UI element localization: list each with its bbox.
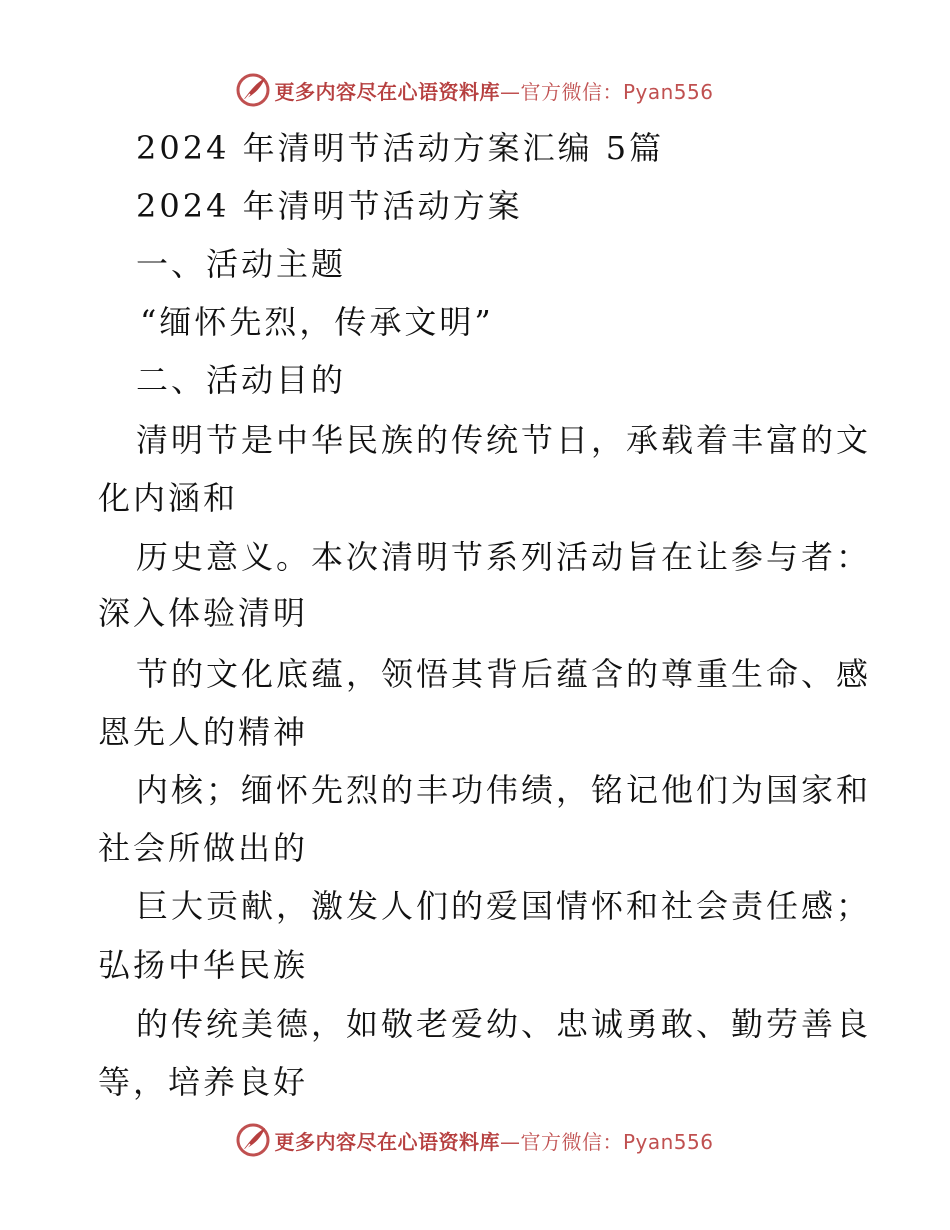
paragraph-line: 弘扬中华民族 [98,946,309,984]
watermark-contact: 官方微信：Pyan556 [520,79,714,104]
watermark-header [0,72,950,108]
watermark-footer [0,1122,950,1158]
paragraph-line: 恩先人的精神 [98,713,309,751]
watermark-main-text: 更多内容尽在心语资料库 [274,79,500,104]
paragraph-line: 社会所做出的 [98,829,309,867]
paragraph-line: 内核；缅怀先烈的丰功伟绩，铭记他们为国家和 [136,771,872,809]
paragraph-line: 深入体验清明 [98,594,309,632]
paragraph-line: 的传统美德，如敬老爱幼、忠诚勇敢、勤劳善良 [136,1005,872,1043]
watermark-main-text: 更多内容尽在心语资料库 [274,1129,500,1154]
paragraph-line: 化内涵和 [98,479,239,517]
theme-slogan: “缅怀先烈，传承文明” [140,303,494,341]
paragraph-line: 历史意义。本次清明节系列活动旨在让参与者： [136,538,872,576]
section-title: 2024 年清明节活动方案 [136,187,523,225]
document-title: 2024 年清明节活动方案汇编 5篇 [136,129,665,167]
heading-purpose: 二、活动目的 [136,361,347,399]
paragraph-line: 节的文化底蕴，领悟其背后蕴含的尊重生命、感 [136,655,872,693]
watermark-dash: — [499,1129,521,1154]
paragraph-line: 清明节是中华民族的传统节日，承载着丰富的文 [136,421,872,459]
paragraph-line: 等，培养良好 [98,1063,309,1101]
quill-logo-icon [236,1123,270,1157]
paragraph-line: 巨大贡献，激发人们的爱国情怀和社会责任感； [136,887,872,925]
watermark-dash: — [499,79,521,104]
heading-theme: 一、活动主题 [136,245,347,283]
watermark-contact: 官方微信：Pyan556 [520,1129,714,1154]
quill-logo-icon [236,73,270,107]
